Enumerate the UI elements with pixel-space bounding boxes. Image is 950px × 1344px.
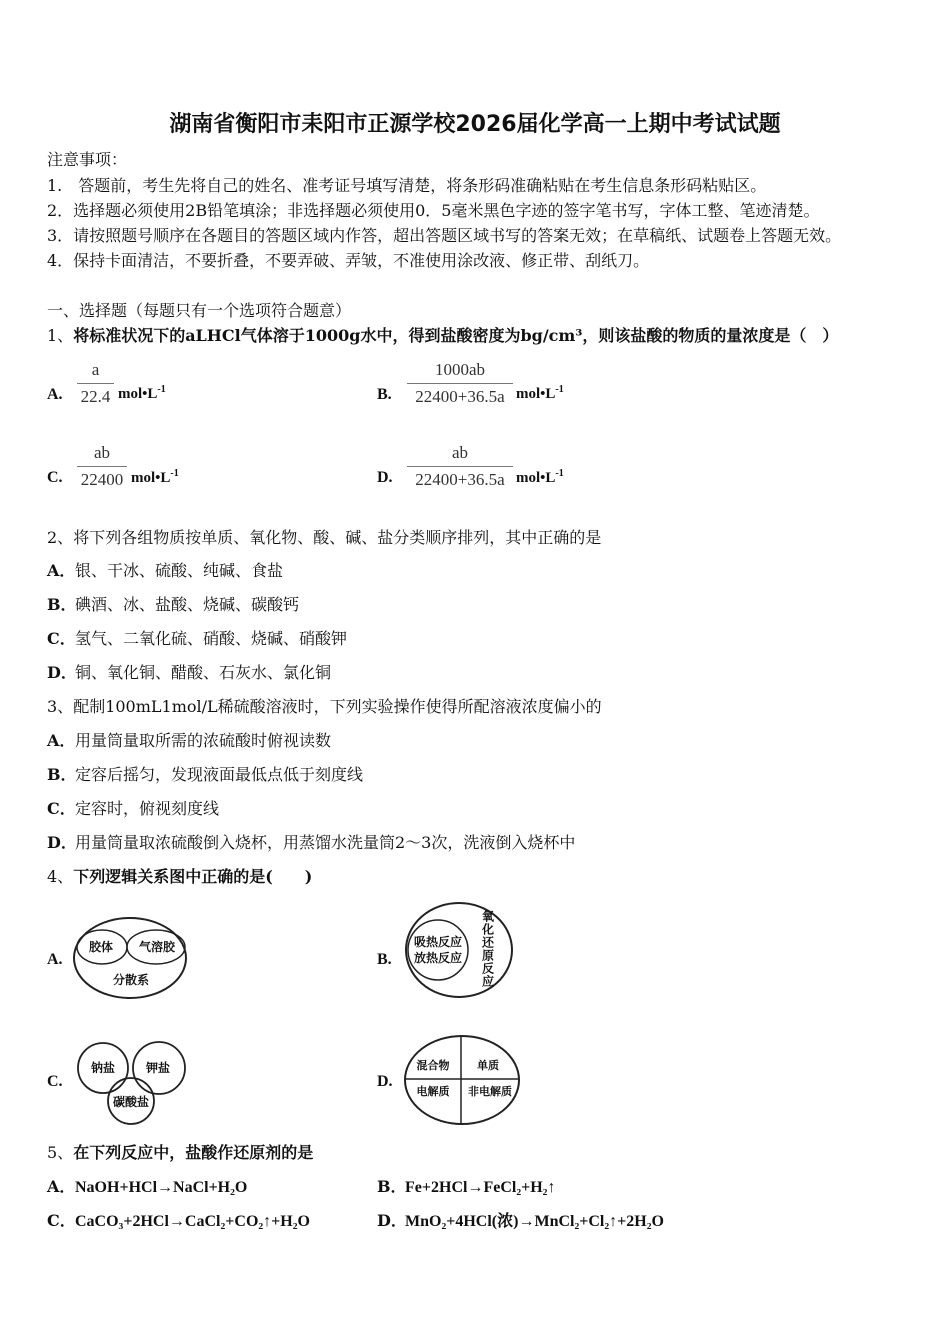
diagram-label: 单质 — [477, 1059, 499, 1072]
option-formula: Fe+2HCl→FeCl₂+H₂↑ — [405, 1179, 556, 1196]
question-number: 5、 — [47, 1143, 74, 1162]
outer-ellipse — [406, 903, 512, 997]
question-2-stem — [47, 528, 601, 548]
question-4-option-b-diagram — [402, 900, 518, 1000]
question-4-option-c-label: C. — [47, 1073, 63, 1090]
option-label: C． — [47, 799, 76, 818]
fraction-denominator: 22.4 — [80, 387, 111, 406]
fraction-bar — [407, 466, 513, 467]
notice-item-3: 3．请按照题号顺序在各题目的答题区域内作答，超出答题区域书写的答案无效；在草稿纸、试题卷上答题无效。 — [47, 226, 842, 245]
question-2-option-d — [47, 663, 331, 683]
option-text: 铜、氧化铜、醋酸、石灰水、氯化铜 — [75, 663, 332, 682]
notice-item-1: 1. 答题前，考生先将自己的姓名、准考证号填写清楚，将条形码准确粘贴在考生信息条形码粘贴区。 — [47, 176, 767, 195]
question-text: 将标准状况下的aLHCl气体溶于1000g水中，得到盐酸密度为bg/cm³，则该盐酸的物质的量浓度是（ ） — [73, 326, 839, 345]
option-label: A． — [47, 731, 76, 750]
question-text: 下列逻辑关系图中正确的是( ) — [73, 867, 313, 886]
option-text: 氢气、二氧化硫、硝酸、烧碱、硝酸钾 — [75, 629, 348, 648]
fraction-numerator: a — [91, 360, 100, 379]
page-title: 湖南省衡阳市耒阳市正源学校2026届化学高一上期中考试试题 — [169, 112, 781, 137]
option-label: D． — [47, 833, 77, 852]
question-5-option-d — [377, 1211, 664, 1232]
question-number: 2、 — [47, 528, 74, 547]
question-2-option-c — [47, 629, 347, 649]
question-1-option-d-unit — [516, 468, 564, 488]
option-text: 定容后摇匀，发现液面最低点低于刻度线 — [75, 765, 364, 784]
question-4-option-c-diagram — [70, 1040, 192, 1126]
diagram-label: 钾盐 — [145, 1061, 171, 1075]
question-1-option-b-fraction — [407, 360, 513, 408]
question-text: 在下列反应中，盐酸作还原剂的是 — [73, 1143, 314, 1162]
fraction-denominator: 22400+36.5a — [415, 387, 505, 406]
option-label: D． — [377, 1211, 407, 1230]
question-number: 4、 — [47, 867, 74, 886]
option-text: 银、干冰、硫酸、纯碱、食盐 — [75, 561, 284, 580]
unit-text: mol•L — [131, 470, 171, 486]
option-label: B． — [47, 765, 77, 784]
question-1-option-b-label: B. — [377, 386, 392, 403]
unit-text: mol•L — [516, 470, 556, 486]
option-formula: CaCO₃+2HCl→CaCl₂+CO₂↑+H₂O — [75, 1213, 310, 1230]
question-1-option-c-fraction — [77, 443, 127, 491]
question-number: 3、 — [47, 697, 74, 716]
notice-item-4: 4．保持卡面清洁，不要折叠，不要弄破、弄皱，不准使用涂改液、修正带、刮纸刀。 — [47, 251, 650, 270]
question-1-option-d-fraction — [407, 443, 513, 491]
diagram-label: 胶体 — [88, 940, 114, 954]
option-text: 用量筒量取浓硫酸倒入烧杯，用蒸馏水洗量筒2～3次，洗液倒入烧杯中 — [75, 833, 576, 852]
question-1-option-d-label: D. — [377, 469, 393, 486]
fraction-denominator: 22400+36.5a — [415, 470, 505, 489]
option-formula: NaOH+HCl→NaCl+H₂O — [75, 1179, 248, 1196]
option-label: A． — [47, 561, 76, 580]
question-4-option-b-label: B. — [377, 951, 392, 968]
question-1-stem — [47, 326, 838, 346]
option-text: 用量筒量取所需的浓硫酸时俯视读数 — [75, 731, 332, 750]
option-label: A． — [47, 1177, 76, 1196]
inner-circle — [408, 920, 468, 980]
question-3-option-b — [47, 765, 363, 785]
diagram-label-vertical: 氧化还原反应 — [480, 910, 495, 988]
diagram-label: 吸热反应 — [413, 935, 463, 949]
diagram-label: 混合物 — [416, 1059, 450, 1072]
notice-heading: 注意事项： — [47, 150, 128, 169]
question-4-option-a-label: A. — [47, 951, 63, 968]
question-3-option-d — [47, 833, 575, 853]
fraction-numerator: ab — [93, 443, 111, 462]
unit-text: mol•L — [118, 386, 158, 402]
question-1-option-a-unit — [118, 384, 166, 404]
question-1-option-a-label: A. — [47, 386, 63, 403]
question-3-option-a — [47, 731, 331, 751]
unit-superscript: -1 — [555, 468, 564, 479]
question-1-option-c-unit — [131, 468, 179, 488]
diagram-label: 碳酸盐 — [112, 1095, 150, 1109]
question-3-option-c — [47, 799, 219, 819]
option-label: B． — [47, 595, 77, 614]
diagram-label: 气溶胶 — [138, 940, 176, 954]
question-5-stem — [47, 1143, 313, 1163]
question-4-stem — [47, 867, 312, 887]
question-2-option-a — [47, 561, 283, 581]
fraction-bar — [77, 466, 127, 467]
question-4-option-a-diagram — [70, 912, 192, 1004]
question-5-option-c — [47, 1211, 310, 1232]
question-text: 将下列各组物质按单质、氧化物、酸、碱、盐分类顺序排列，其中正确的是 — [73, 528, 602, 547]
fraction-numerator: ab — [451, 443, 469, 462]
unit-text: mol•L — [516, 386, 556, 402]
option-formula: MnO₂+4HCl(浓)→MnCl₂+Cl₂↑+2H₂O — [405, 1213, 664, 1230]
outer-ellipse — [405, 1036, 519, 1124]
question-2-option-b — [47, 595, 299, 615]
option-label: C． — [47, 1211, 76, 1230]
question-text: 配制100mL1mol/L稀硫酸溶液时，下列实验操作使得所配溶液浓度偏小的 — [73, 697, 602, 716]
option-label: D． — [47, 663, 77, 682]
option-text: 定容时，俯视刻度线 — [75, 799, 220, 818]
unit-superscript: -1 — [157, 384, 166, 395]
section-heading: 一、选择题（每题只有一个选项符合题意） — [47, 301, 352, 320]
diagram-label: 非电解质 — [468, 1085, 512, 1098]
question-5-option-a — [47, 1177, 247, 1198]
fraction-numerator: 1000ab — [434, 360, 486, 379]
diagram-label: 钠盐 — [90, 1061, 116, 1075]
diagram-label: 电解质 — [416, 1085, 450, 1098]
option-text: 碘酒、冰、盐酸、烧碱、碳酸钙 — [75, 595, 300, 614]
unit-superscript: -1 — [555, 384, 564, 395]
diagram-label: 分散系 — [112, 973, 150, 987]
question-1-option-a-fraction — [77, 360, 114, 408]
question-3-stem — [47, 697, 602, 717]
option-label: B． — [377, 1177, 407, 1196]
question-4-option-d-diagram — [402, 1032, 524, 1128]
question-4-option-d-label: D. — [377, 1073, 393, 1090]
fraction-bar — [407, 383, 513, 384]
unit-superscript: -1 — [170, 468, 179, 479]
question-5-option-b — [377, 1177, 555, 1198]
fraction-bar — [77, 383, 114, 384]
question-1-option-b-unit — [516, 384, 564, 404]
question-number: 1、 — [47, 326, 74, 345]
option-label: C． — [47, 629, 76, 648]
fraction-denominator: 22400 — [80, 470, 124, 489]
question-1-option-c-label: C. — [47, 469, 63, 486]
diagram-label: 放热反应 — [413, 951, 463, 965]
notice-item-2: 2．选择题必须使用2B铅笔填涂；非选择题必须使用0．5毫米黑色字迹的签字笔书写，字体工整、笔迹清楚。 — [47, 201, 820, 220]
